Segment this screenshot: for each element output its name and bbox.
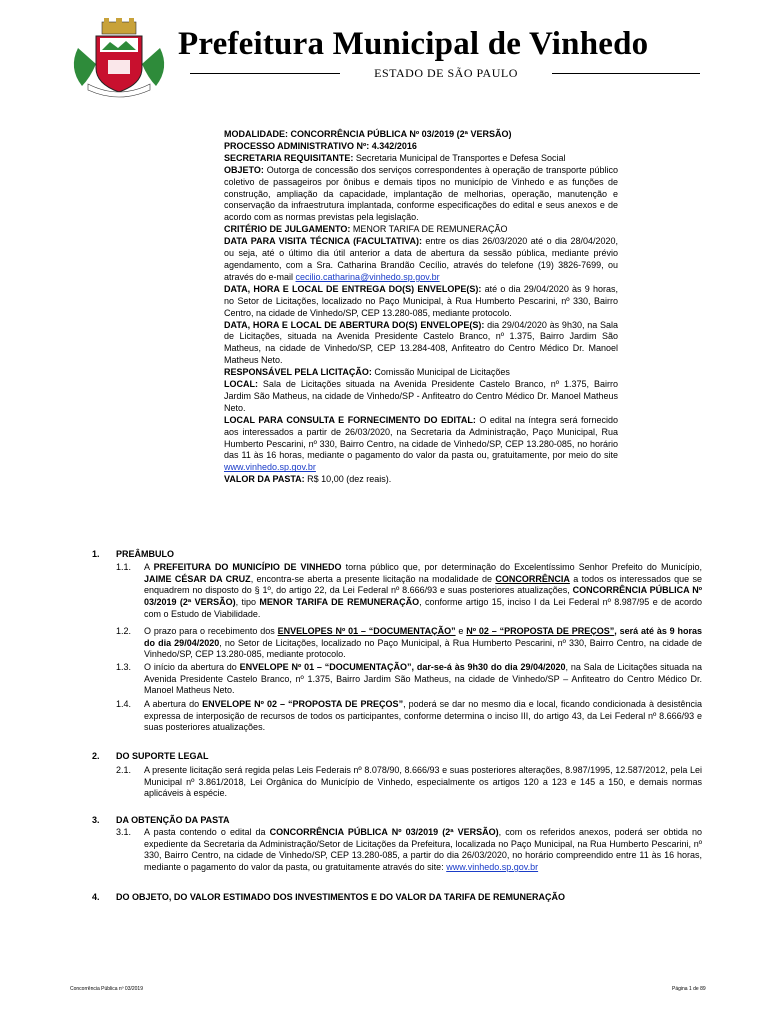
clause-1-1: 1.1. A PREFEITURA DO MUNICÍPIO DE VINHEDO torna público que, por determinação do Excelentíssimo Senhor Prefeito do Município, JAIME CÉSAR DA CRUZ, encontra-se aberta a presente licitação na modalidade de CONCORRÊNCIA a todos os interessados que se enquadrem no disposto do § 1º, do artigo 22, da Lei Federal nº 8.666/93 e suas posteriores atualizações, CONCORRÊNCIA PÚBLICA Nº 03/2019 (2ª VERSÃO), tipo MENOR TARIFA DE REMUNERAÇÃO, conforme artigo 15, inciso I da Lei Federal nº 8.987/95 e de acordo com o Estudo de Viabilidade. bbox=[116, 562, 702, 619]
section-heading: 1. PREÂMBULO bbox=[92, 549, 174, 559]
summary-line: DATA PARA VISITA TÉCNICA (FACULTATIVA): entre os dias 26/03/2020 até o dia 28/04/2020, ou seja, até o último dia útil anterior a data de abertura da sessão pública, mediante prévio agendamento, com a Sra. Catharina Brandão Cecílio, através do telefone (19) 3826-7699, ou através do e-mail cecilio.catharina@vinhedo.sp.gov.br bbox=[224, 236, 619, 282]
summary-line: SECRETARIA REQUISITANTE: Secretaria Municipal de Transportes e Defesa Social bbox=[224, 152, 566, 163]
divider bbox=[190, 73, 340, 74]
website-link[interactable]: www.vinhedo.sp.gov.br bbox=[224, 462, 316, 473]
summary-line: OBJETO: Outorga de concessão dos serviços correspondentes à operação de transporte público coletivo de passageiros por ônibus e demais tipos no município de Vinhedo e as funções de construção, ampliação da capacidade, implantação de melhorias, operação, manutenção e conservação da infraestrutura implantada, conforme especificações do edital e seus anexos e de acordo com as normas previstas pela legislação. bbox=[224, 164, 618, 223]
summary-line: RESPONSÁVEL PELA LICITAÇÃO: Comissão Municipal de Licitações bbox=[224, 367, 510, 378]
summary-line: LOCAL PARA CONSULTA E FORNECIMENTO DO EDITAL: O edital na íntegra será fornecido aos interessados a partir de 26/03/2020, na Secretaria da Administração, Paço Municipal, Rua Humberto Pescarini, nº 330, Bairro Centro, na cidade de Vinhedo/SP, CEP 13.280-085, no horário das 11 às 16 horas, mediante o pagamento do valor da pasta ou, gratuitamente, por meio do site www.vinhedo.sp.gov.br bbox=[224, 414, 618, 473]
municipal-crest-logo bbox=[68, 18, 170, 98]
clause-1-2: 1.2. O prazo para o recebimento dos ENVELOPES Nº 01 – “DOCUMENTAÇÃO” e Nº 02 – “PROPOSTA DE PREÇOS”, será até às 9 horas do dia 29/04/2020, no Setor de Licitações, localizado no Paço Municipal, à Rua Humberto Pescarini, nº 330, Bairro Centro, na cidade de Vinhedo/SP, CEP 13.280-085, mediante protocolo. bbox=[116, 626, 703, 660]
state-subtitle-row bbox=[190, 66, 700, 80]
summary-line: DATA, HORA E LOCAL DE ENTREGA DO(S) ENVELOPE(S): até o dia 29/04/2020 às 9 horas, no Setor de Licitações, localizado no Paço Municipal, à Rua Humberto Pescarini, nº 330, Bairro Centro, na cidade de Vinhedo/SP, CEP 13.280-085, mediante protocolo. bbox=[224, 283, 618, 318]
summary-line: CRITÉRIO DE JULGAMENTO: MENOR TARIFA DE REMUNERAÇÃO bbox=[224, 224, 508, 235]
clause-2-1: 2.1. A presente licitação será regida pelas Leis Federais nº 8.078/90, 8.666/93 e suas posteriores alterações, 8.987/1995, 12.587/2012, pela Lei Municipal nº 3.861/2018, Lei Orgânica do Município de Vinhedo, especialmente os artigos 120 a 123 e 145 a 150, e demais normas aplicáveis à espécie. bbox=[116, 765, 702, 799]
footer-document-id: Concorrência Pública nº 03/2019 bbox=[70, 986, 143, 992]
section-heading: 2. DO SUPORTE LEGAL bbox=[92, 751, 209, 761]
clause-1-4: 1.4. A abertura do ENVELOPE Nº 02 – “PROPOSTA DE PREÇOS”, poderá se dar no mesmo dia e local, ficando condicionada à desistência expressa de interposição de recursos de todos os participantes, conforme determina o inciso III, do artigo 43, da Lei Federal nº 8.666/93 e suas posteriores atualizações. bbox=[116, 699, 702, 733]
footer-page-number: Página 1 de 89 bbox=[672, 986, 706, 992]
clause-3-1: 3.1. A pasta contendo o edital da CONCORRÊNCIA PÚBLICA Nº 03/2019 (2ª VERSÃO), com os referidos anexos, poderá ser obtida no expediente da Secretaria da Administração/Setor de Licitações da Prefeitura, localizada no Paço Municipal, na Rua Humberto Pescarini, nº 330, Bairro Centro, na cidade de Vinhedo/SP, CEP 13.280-085, a partir do dia 26/03/2020, no horário compreendido entre 11 às 16 horas, mediante o pagamento do valor da pasta, ou gratuitamente através do site: www.vinhedo.sp.gov.br bbox=[116, 827, 703, 873]
divider bbox=[552, 73, 700, 74]
section-heading: 4. DO OBJETO, DO VALOR ESTIMADO DOS INVESTIMENTOS E DO VALOR DA TARIFA DE REMUNERAÇÃO bbox=[92, 892, 566, 902]
summary-line: PROCESSO ADMINISTRATIVO Nº: 4.342/2016 bbox=[224, 140, 417, 151]
website-link[interactable]: www.vinhedo.sp.gov.br bbox=[446, 862, 539, 873]
email-link[interactable]: cecilio.catharina@vinhedo.sp.gov.br bbox=[295, 271, 440, 282]
summary-line: VALOR DA PASTA: R$ 10,00 (dez reais). bbox=[224, 474, 392, 485]
state-subtitle: ESTADO DE SÃO PAULO bbox=[374, 66, 518, 80]
summary-line: LOCAL: Sala de Licitações situada na Avenida Presidente Castelo Branco, nº 1.375, Bairro Jardim São Matheus, na cidade de Vinhedo/SP - Anfiteatro do Centro Médico Dr. Manoel Matheus Neto. bbox=[224, 379, 618, 413]
summary-line: DATA, HORA E LOCAL DE ABERTURA DO(S) ENVELOPE(S): dia 29/04/2020 às 9h30, na Sala de Licitações, situada na Avenida Presidente Castelo Branco, nº 1.375, Bairro Jardim São Matheus, na cidade de Vinhedo/SP, CEP 13.284-408, Anfiteatro do Centro Médico Dr. Manoel Matheus Neto. bbox=[224, 319, 619, 366]
clause-1-3: 1.3. O início da abertura do ENVELOPE Nº 01 – “DOCUMENTAÇÃO”, dar-se-á às 9h30 do dia 29/04/2020, na Sala de Licitações situada na Avenida Presidente Castelo Branco, nº 1.375, Bairro Jardim São Matheus, na cidade de Vinhedo/SP – Anfiteatro do Centro Médico Dr. Manoel Matheus Neto. bbox=[116, 662, 703, 696]
summary-line: MODALIDADE: CONCORRÊNCIA PÚBLICA Nº 03/2019 (2ª VERSÃO) bbox=[224, 129, 512, 139]
notice-summary bbox=[224, 129, 618, 486]
section-heading: 3. DA OBTENÇÃO DA PASTA bbox=[92, 815, 230, 825]
page-title: Prefeitura Municipal de Vinhedo bbox=[178, 26, 649, 62]
